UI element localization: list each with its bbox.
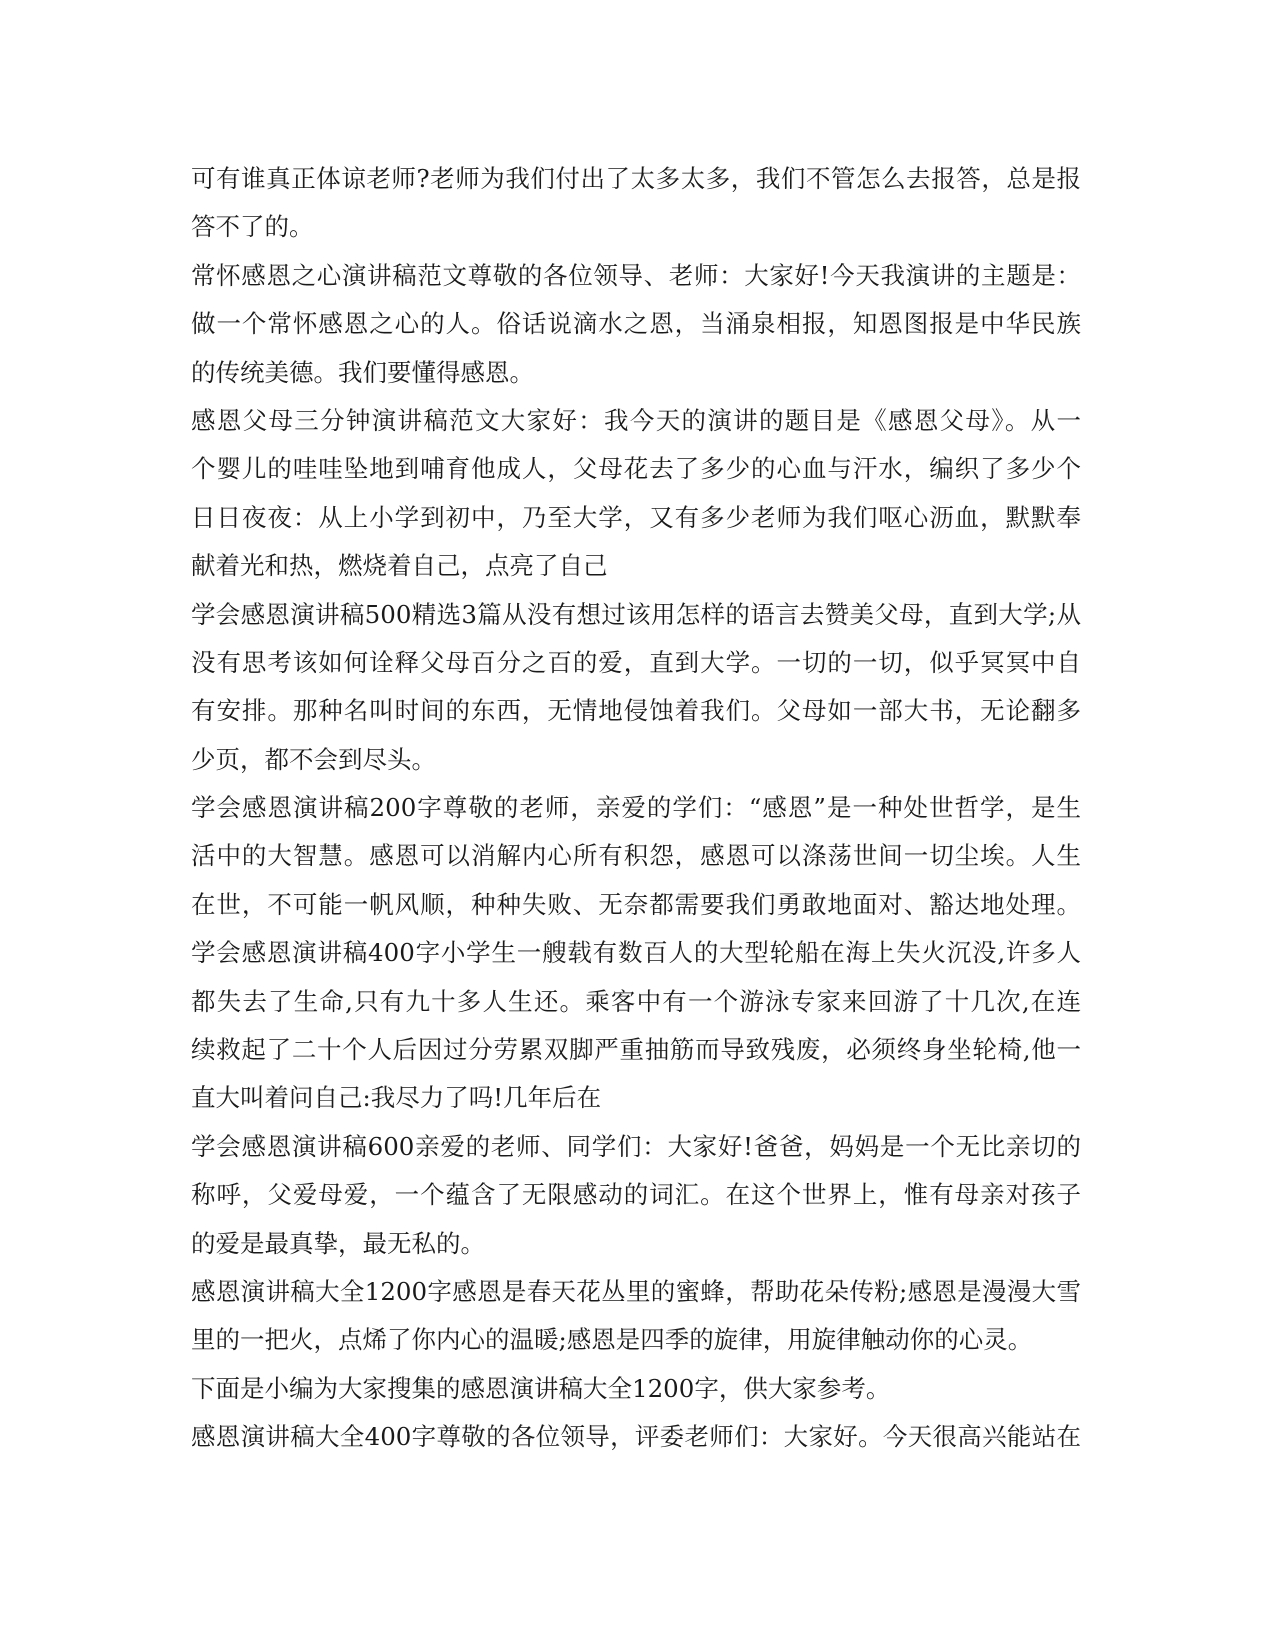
text-line: 学会感恩演讲稿500精选3篇从没有想过该用怎样的语言去赞美父母，直到大学;从: [191, 599, 1081, 629]
text-line: 感恩演讲稿大全1200字感恩是春天花丛里的蜜蜂，帮助花朵传粉;感恩是漫漫大雪: [191, 1276, 1081, 1306]
text-line: 在世，不可能一帆风顺，种种失败、无奈都需要我们勇敢地面对、豁达地处理。: [191, 889, 1081, 919]
text-line: 活中的大智慧。感恩可以消解内心所有积怨，感恩可以涤荡世间一切尘埃。人生: [191, 841, 1081, 871]
text-line: 的爱是最真挚，最无私的。: [191, 1228, 485, 1258]
text-line: 做一个常怀感恩之心的人。俗话说滴水之恩，当涌泉相报，知恩图报是中华民族: [191, 309, 1081, 339]
text-line: 学会感恩演讲稿200字尊敬的老师，亲爱的学们：“感恩”是一种处世哲学，是生: [191, 793, 1081, 823]
text-line: 下面是小编为大家搜集的感恩演讲稿大全1200字，供大家参考。: [191, 1373, 891, 1403]
paragraph: [191, 1365, 1081, 1413]
text-line: 少页，都不会到尽头。: [191, 744, 436, 774]
text-line: 可有谁真正体谅老师?老师为我们付出了太多太多，我们不管怎么去报答，总是报: [191, 164, 1081, 193]
text-line: 直大叫着问自己:我尽力了吗!几年后在: [191, 1083, 602, 1113]
text-line: 的传统美德。我们要懂得感恩。: [191, 357, 534, 387]
text-line: 个婴儿的哇哇坠地到哺育他成人，父母花去了多少的心血与汗水，编织了多少个: [191, 454, 1081, 484]
text-line: 没有思考该如何诠释父母百分之百的爱，直到大学。一切的一切，似乎冥冥中自: [191, 647, 1081, 677]
text-line: 献着光和热，燃烧着自己，点亮了自己: [191, 551, 608, 581]
text-line: 常怀感恩之心演讲稿范文尊敬的各位领导、老师：大家好!今天我演讲的主题是：: [191, 260, 1081, 290]
paragraph: [191, 155, 1081, 252]
paragraph: [191, 252, 1081, 397]
text-line: 学会感恩演讲稿600亲爱的老师、同学们：大家好!爸爸，妈妈是一个无比亲切的: [191, 1131, 1081, 1161]
text-line: 感恩演讲稿大全400字尊敬的各位领导，评委老师们：大家好。今天很高兴能站在: [191, 1422, 1081, 1452]
paragraph: [191, 397, 1081, 591]
paragraph: [191, 784, 1081, 929]
text-line: 答不了的。: [191, 212, 314, 242]
paragraph: [191, 1123, 1081, 1268]
text-line: 续救起了二十个人后因过分劳累双脚严重抽筋而导致残废，必须终身坐轮椅,他一: [191, 1035, 1081, 1065]
paragraph: [191, 1413, 1081, 1461]
text-line: 日日夜夜：从上小学到初中，乃至大学，又有多少老师为我们呕心沥血，默默奉: [191, 502, 1081, 532]
paragraph: [191, 591, 1081, 785]
document-body: [191, 155, 1081, 1462]
paragraph: [191, 929, 1081, 1123]
text-line: 学会感恩演讲稿400字小学生一艘载有数百人的大型轮船在海上失火沉没,许多人: [191, 938, 1081, 968]
paragraph: [191, 1268, 1081, 1365]
text-line: 称呼，父爱母爱，一个蕴含了无限感动的词汇。在这个世界上，惟有母亲对孩子: [191, 1180, 1081, 1210]
text-line: 感恩父母三分钟演讲稿范文大家好：我今天的演讲的题目是《感恩父母》。从一: [191, 405, 1081, 435]
text-line: 里的一把火，点烯了你内心的温暖;感恩是四季的旋律，用旋律触动你的心灵。: [191, 1325, 1033, 1355]
text-line: 都失去了生命,只有九十多人生还。乘客中有一个游泳专家来回游了十几次,在连: [191, 986, 1081, 1016]
text-line: 有安排。那种名叫时间的东西，无情地侵蚀着我们。父母如一部大书，无论翻多: [191, 696, 1081, 726]
